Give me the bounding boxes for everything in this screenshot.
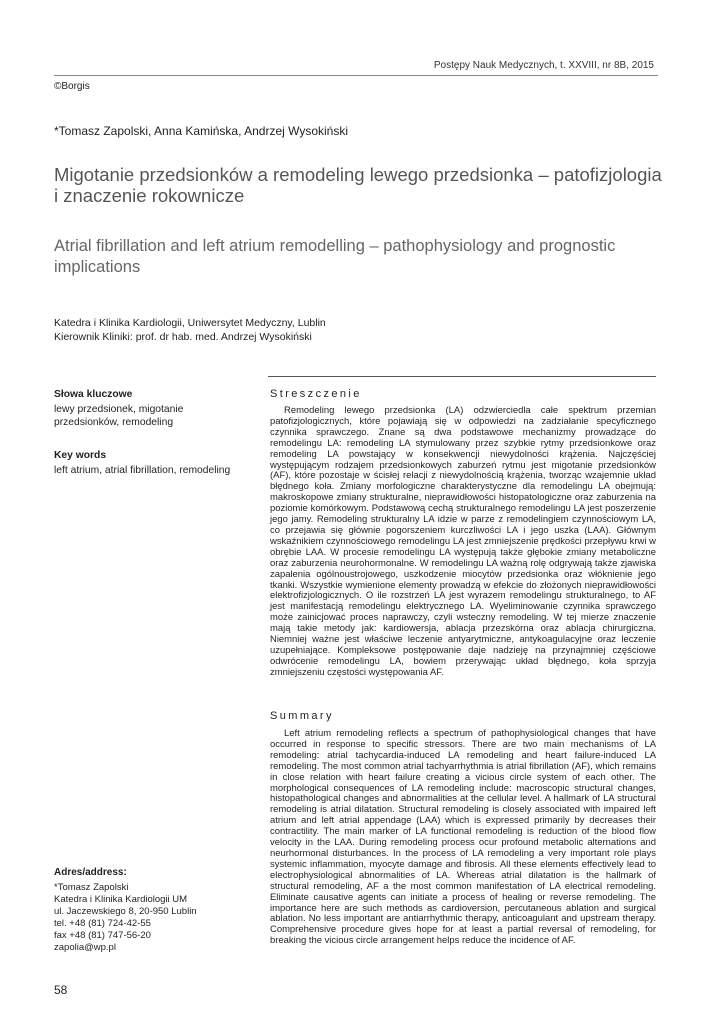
- keywords-polish: [54, 388, 244, 429]
- keywords-polish-heading: Słowa kluczowe: [54, 389, 133, 400]
- address-email: zapolia@wp.pl: [54, 942, 116, 953]
- publisher-mark: ©Borgis: [54, 81, 90, 92]
- affiliation-institution: Katedra i Klinika Kardiologii, Uniwersytet Medyczny, Lublin: [54, 317, 326, 329]
- header-rule: [54, 75, 658, 76]
- keywords-english-text: left atrium, atrial fibrillation, remodeling: [54, 465, 231, 476]
- page-number: 58: [54, 983, 68, 997]
- affiliation: [54, 316, 326, 344]
- keywords-polish-text: lewy przedsionek, migotanie przedsionków, remodeling: [54, 404, 184, 428]
- keywords-english-heading: Key words: [54, 450, 107, 461]
- streszczenie-heading: Streszczenie: [270, 388, 362, 400]
- title-english: Atrial fibrillation and left atrium remodelling – pathophysiology and prognostic implications: [54, 237, 616, 276]
- authors: *Tomasz Zapolski, Anna Kamińska, Andrzej Wysokiński: [54, 124, 349, 138]
- keywords-english: [54, 449, 244, 477]
- address-heading: Adres/address:: [54, 867, 127, 878]
- summary-text: Left atrium remodeling reflects a spectrum of pathophysiological changes that have occurred in response to specific stressors. There are two main mechanisms of LA remodeling: atrial tachycardia-induced LA remodeling and heart failure-induced LA remodeling. The most common atrial tachyarrhythmia is atrial fibrillation (AF), which remains in close relation with heart failure creating a vicious circle system of each other. The morphological consequences of LA remodeling include: macroscopic structural changes, histopathological changes and abnormalities at the cellular level. A hallmark of LA structural remodeling is atrial dilatation. Structural remodeling is closely associated with impaired left atrium and left atrial appendage (LAA) which is expressed primarily by decreases their contractility. The main marker of LA functional remodeling is reduction of the blood flow velocity in the LAA. During remodeling process ocur profound metabolic alternations and neurhormonal disturbances. In the process of LA remodeling a very important role plays systemic inflammation, myocyte damage and fibrosis. All these elements effectively lead to electrophysiological abnormalities of LA. Whereas atrial dilatation is the hallmark of structural remodeling, AF a the most common manifestation of LA electrical remodeling. Eliminate causative agents can initiate a process of healing or reverse remodeling. The importance here are such methods as cardioversion, percutaneous ablation and surgical ablation. No less important are antiarrhythmic therapy, anticoagulant and upstream therapy. Comprehensive procedure gives hope for at least a partial reversal of remodeling, for breaking the vicious circle arrangement helps reduce the incidence of AF.: [270, 728, 656, 947]
- abstract-rule: [268, 376, 656, 377]
- correspondence-address: [54, 867, 254, 954]
- streszczenie-text: Remodeling lewego przedsionka (LA) odzwierciedla całe spektrum przemian patofizjologicznych, które pojawiają się w odpowiedzi na zadziałanie specyficznego czynnika sprawczego. Znane są dwa podstawowe mechanizmy prowadzące do remodelingu LA: remodeling LA stymulowany przez szybkie rytmy przedsionkowe oraz remodeling LA powstający w konsekwencji niewydolności krążenia. Najczęściej występującym rodzajem przedsionkowych zaburzeń rytmu jest migotanie przedsionków (AF), które pozostaje w ścisłej relacji z niewydolnością krążenia, tworząc wzajemnie układ błędnego koła. Zmiany morfologiczne charakterystyczne dla remodelingu LA obejmują: makroskopowe zmiany strukturalne, nieprawidłowości histopatologiczne oraz zaburzenia na poziomie komórkowym. Podstawową cechą strukturalnego remodelingu LA jest poszerzenie jego jamy. Remodeling strukturalny LA idzie w parze z remodelingiem czynnościowym LA, co przejawia się głównie pogorszeniem kurczliwości LA i jego uszka (LAA). Głównym wskaźnikiem czynnościowego remodelingu LA jest zmniejszenie prędkości przepływu krwi w obrębie LAA. W procesie remodelingu LA występują także głębokie zmiany metaboliczne oraz zaburzenia neurohormonalne. W remodelingu LA ważną rolę odgrywają także zjawiska zapalenia ogólnoustrojowego, uszkodzenie miocytów przedsionka oraz włóknienie jego tkanki. Wszystkie wymienione elementy prowadzą w efekcie do złożonych nieprawidłowości elektrofizjologicznych. O ile rozstrzeń LA jest wyrazem remodelingu strukturalnego, to AF jest manifestacją remodelingu elektrycznego LA. Wyeliminowanie czynnika sprawczego może zainicjować proces naprawczy, czyli wsteczny remodeling. W tej mierze znaczenie mają takie metody jak: kardiowersja, ablacja przezskórna oraz ablacja chirurgiczna. Niemniej ważne jest właściwe leczenie antyarytmiczne, antykoagulacyjne oraz leczenie uzupełniające. Kompleksowe postępowanie daje nadzieję na przynajmniej częściowe odwrócenie remodelingu LA, bowiem przerywając układ błędnego, koła sprzyja zmniejszeniu częstości występowania AF.: [270, 405, 656, 678]
- title-polish: Migotanie przedsionków a remodeling lewego przedsionka – patofizjologia i znaczenie rokownicze: [54, 164, 662, 206]
- affiliation-head: Kierownik Kliniki: prof. dr hab. med. Andrzej Wysokiński: [54, 331, 312, 343]
- journal-header: Postępy Nauk Medycznych, t. XXVIII, nr 8B, 2015: [433, 60, 654, 71]
- address-line: ul. Jaczewskiego 8, 20-950 Lublin: [54, 906, 197, 917]
- address-line: fax +48 (81) 747-56-20: [54, 930, 151, 941]
- address-line: tel. +48 (81) 724-42-55: [54, 918, 151, 929]
- address-line: *Tomasz Zapolski: [54, 882, 129, 893]
- streszczenie-body: [270, 406, 656, 679]
- summary-body: [270, 729, 656, 947]
- summary-heading: Summary: [270, 710, 334, 722]
- address-line: Katedra i Klinika Kardiologii UM: [54, 894, 188, 905]
